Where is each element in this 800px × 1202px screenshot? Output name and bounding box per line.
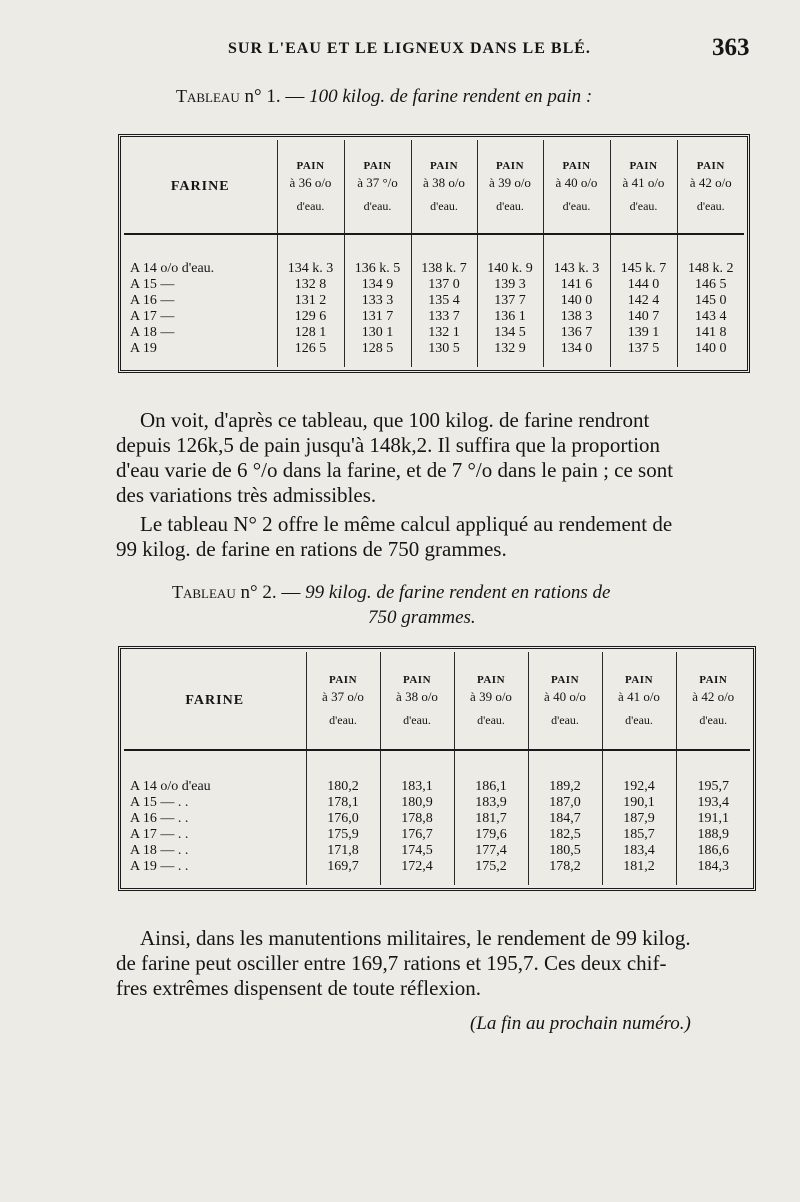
table-cell: 184,3 xyxy=(676,859,750,885)
table-cell: 145 0 xyxy=(677,293,744,309)
table1-caption-text: 100 kilog. de farine rendent en pain : xyxy=(309,86,593,107)
table-cell: 180,9 xyxy=(380,795,454,811)
table-cell: 134 5 xyxy=(477,325,543,341)
table-cell: 129 6 xyxy=(277,309,344,325)
table2-header-eau: d'eau. xyxy=(699,712,728,727)
table-cell: 179,6 xyxy=(454,827,528,843)
row-label: A 19 — . . xyxy=(130,859,189,874)
table1-header-eau: d'eau. xyxy=(430,198,458,213)
table-cell: 175,2 xyxy=(454,859,528,885)
paragraph-1 xyxy=(116,408,756,508)
paragraph-line: On voit, d'après ce tableau, que 100 kilog. de farine rendront xyxy=(140,408,650,432)
table-cell: 128 5 xyxy=(344,341,411,367)
table2-caption-text: 99 kilog. de farine rendent en rations de xyxy=(305,582,611,603)
row-label: A 18 — xyxy=(130,325,175,340)
table-row xyxy=(124,277,744,293)
table2-corner-label: FARINE xyxy=(185,693,245,708)
table1-header-eau: d'eau. xyxy=(363,198,392,213)
table-cell: 130 5 xyxy=(411,341,477,367)
table2-column-header xyxy=(306,652,380,750)
table2-header-pain: PAIN xyxy=(624,673,654,686)
table-cell: 134 k. 3 xyxy=(277,234,344,277)
table-cell: 138 k. 7 xyxy=(411,234,477,277)
paragraph-line: d'eau varie de 6 °/o dans la farine, et de 7 °/o dans le pain ; ce sont xyxy=(116,458,674,482)
table1-header-pain: PAIN xyxy=(696,159,725,172)
table-cell: 178,2 xyxy=(528,859,602,885)
table2-caption-continued xyxy=(368,607,476,629)
table1-column-header xyxy=(277,140,344,234)
table-cell: 172,4 xyxy=(380,859,454,885)
table-cell: 132 1 xyxy=(411,325,477,341)
table-cell: 133 7 xyxy=(411,309,477,325)
table-cell: 181,7 xyxy=(454,811,528,827)
table-cell: 184,7 xyxy=(528,811,602,827)
row-label: A 15 — . . xyxy=(130,795,189,810)
table-cell: 137 0 xyxy=(411,277,477,293)
table-cell: 174,5 xyxy=(380,843,454,859)
table2-header-pain: PAIN xyxy=(402,673,432,686)
table-row xyxy=(124,293,744,309)
running-title: SUR L'EAU ET LE LIGNEUX DANS LE BLÉ. xyxy=(228,40,591,57)
table1-header-pain: PAIN xyxy=(629,159,658,172)
table-cell: 148 k. 2 xyxy=(677,234,744,277)
table-cell: 139 1 xyxy=(610,325,677,341)
table-row xyxy=(124,859,750,885)
table-cell: 176,7 xyxy=(380,827,454,843)
table-cell: 138 3 xyxy=(543,309,610,325)
table2-header-row xyxy=(124,652,750,750)
table1-header-pain: PAIN xyxy=(363,159,392,172)
row-label: A 16 — xyxy=(130,293,175,308)
table2-header-eau: d'eau. xyxy=(477,712,505,727)
table-cell: 176,0 xyxy=(306,811,380,827)
table1-caption-number: n° 1. — xyxy=(244,86,305,107)
table-cell: 140 0 xyxy=(543,293,610,309)
table-cell: 178,8 xyxy=(380,811,454,827)
row-label: A 14 o/o d'eau xyxy=(130,779,211,794)
row-label: A 16 — . . xyxy=(130,811,189,826)
table2-column-header xyxy=(676,652,750,750)
paragraph-line: Le tableau N° 2 offre le même calcul appliqué au rendement de xyxy=(140,512,673,536)
table-row xyxy=(124,811,750,827)
paragraph-line: de farine peut osciller entre 169,7 rations et 195,7. Ces deux chif- xyxy=(116,951,667,975)
table-cell: 132 8 xyxy=(277,277,344,293)
closing-note: (La fin au prochain numéro.) xyxy=(470,1013,691,1034)
table-cell: 180,2 xyxy=(306,750,380,795)
table2-caption-number: n° 2. — xyxy=(240,582,301,603)
table1-header-eau: d'eau. xyxy=(696,198,725,213)
table2-header-pct: à 40 o/o xyxy=(544,688,586,704)
table-cell: 189,2 xyxy=(528,750,602,795)
row-label: A 17 — xyxy=(130,309,175,324)
table2-caption xyxy=(172,582,610,604)
table-cell: 183,9 xyxy=(454,795,528,811)
table1 xyxy=(124,140,744,367)
table-cell: 144 0 xyxy=(610,277,677,293)
paragraph-line: 99 kilog. de farine en rations de 750 grammes. xyxy=(116,537,507,561)
table1-header-pct: à 42 o/o xyxy=(689,174,732,190)
table-cell: 136 k. 5 xyxy=(344,234,411,277)
table2-header-pain: PAIN xyxy=(476,673,506,686)
table-row xyxy=(124,827,750,843)
table-cell: 192,4 xyxy=(602,750,676,795)
table1-header-pct: à 38 o/o xyxy=(423,174,465,190)
table1-header-pain: PAIN xyxy=(562,159,591,172)
table1-header-pct: à 37 °/o xyxy=(357,174,398,190)
row-label: A 19 xyxy=(130,341,157,356)
table-cell: 183,1 xyxy=(380,750,454,795)
table-row xyxy=(124,843,750,859)
table2-header-pct: à 38 o/o xyxy=(396,688,438,704)
paragraph-2 xyxy=(116,512,756,562)
table-cell: 195,7 xyxy=(676,750,750,795)
table-row xyxy=(124,341,744,367)
table1-header-pct: à 40 o/o xyxy=(555,174,598,190)
table2-header-pct: à 37 o/o xyxy=(322,688,364,704)
table1-column-header xyxy=(344,140,411,234)
row-label: A 15 — xyxy=(130,277,175,292)
table2-body xyxy=(124,750,750,885)
table2-caption-text-2: 750 grammes. xyxy=(368,607,476,628)
table1-header-eau: d'eau. xyxy=(296,198,325,213)
table1-header-eau: d'eau. xyxy=(496,198,524,213)
table-cell: 139 3 xyxy=(477,277,543,293)
table-cell: 146 5 xyxy=(677,277,744,293)
table1-caption xyxy=(176,86,592,108)
table2-column-header xyxy=(528,652,602,750)
table-cell: 131 2 xyxy=(277,293,344,309)
table-cell: 191,1 xyxy=(676,811,750,827)
table2-header-pain: PAIN xyxy=(550,673,580,686)
table1-header-pct: à 41 o/o xyxy=(622,174,665,190)
table-cell: 186,6 xyxy=(676,843,750,859)
table-cell: 177,4 xyxy=(454,843,528,859)
table2-column-header xyxy=(380,652,454,750)
table-cell: 145 k. 7 xyxy=(610,234,677,277)
table2 xyxy=(124,652,750,885)
table-cell: 190,1 xyxy=(602,795,676,811)
table1-column-header xyxy=(411,140,477,234)
table2-caption-label: Tableau xyxy=(172,582,236,602)
table-row xyxy=(124,795,750,811)
table2-header-pct: à 42 o/o xyxy=(692,688,735,704)
table1-header-pain: PAIN xyxy=(429,159,459,172)
table1-header-eau: d'eau. xyxy=(562,198,591,213)
table-cell: 136 7 xyxy=(543,325,610,341)
table2-header-eau: d'eau. xyxy=(551,712,579,727)
table1-header-pain: PAIN xyxy=(296,159,325,172)
table-cell: 143 k. 3 xyxy=(543,234,610,277)
table-cell: 126 5 xyxy=(277,341,344,367)
table-row xyxy=(124,325,744,341)
table-cell: 133 3 xyxy=(344,293,411,309)
table2-header-pain: PAIN xyxy=(699,673,728,686)
table-cell: 140 k. 9 xyxy=(477,234,543,277)
table-cell: 134 0 xyxy=(543,341,610,367)
table-cell: 169,7 xyxy=(306,859,380,885)
table-cell: 132 9 xyxy=(477,341,543,367)
row-label: A 18 — . . xyxy=(130,843,189,858)
table-cell: 188,9 xyxy=(676,827,750,843)
table1-header-eau: d'eau. xyxy=(629,198,658,213)
table-cell: 193,4 xyxy=(676,795,750,811)
table1-header-pct: à 39 o/o xyxy=(489,174,531,190)
table1-header-row xyxy=(124,140,744,234)
table-row xyxy=(124,750,750,795)
table2-header-eau: d'eau. xyxy=(329,712,357,727)
row-label: A 14 o/o d'eau. xyxy=(130,261,215,276)
paragraph-line: Ainsi, dans les manutentions militaires, le rendement de 99 kilog. xyxy=(140,926,691,950)
table-cell: 185,7 xyxy=(602,827,676,843)
table-cell: 183,4 xyxy=(602,843,676,859)
table-row xyxy=(124,309,744,325)
table1-header-pain: PAIN xyxy=(495,159,525,172)
table-cell: 134 9 xyxy=(344,277,411,293)
table-cell: 137 5 xyxy=(610,341,677,367)
table-cell: 141 8 xyxy=(677,325,744,341)
table1-body xyxy=(124,234,744,367)
table-cell: 130 1 xyxy=(344,325,411,341)
table2-header-pct: à 41 o/o xyxy=(618,688,660,704)
table-cell: 141 6 xyxy=(543,277,610,293)
table-cell: 171,8 xyxy=(306,843,380,859)
table-cell: 175,9 xyxy=(306,827,380,843)
table-cell: 180,5 xyxy=(528,843,602,859)
table1-caption-label: Tableau xyxy=(176,86,240,106)
table-cell: 182,5 xyxy=(528,827,602,843)
table1-column-header xyxy=(477,140,543,234)
paragraph-line: des variations très admissibles. xyxy=(116,483,377,507)
table2-column-header xyxy=(602,652,676,750)
table-cell: 128 1 xyxy=(277,325,344,341)
table-cell: 135 4 xyxy=(411,293,477,309)
table-cell: 143 4 xyxy=(677,309,744,325)
table2-header-pain: PAIN xyxy=(328,673,358,686)
table2-header-pct: à 39 o/o xyxy=(470,688,512,704)
page-number: 363 xyxy=(712,34,750,61)
table-cell: 140 0 xyxy=(677,341,744,367)
table2-header-eau: d'eau. xyxy=(625,712,653,727)
table1-column-header xyxy=(610,140,677,234)
table1-corner-label: FARINE xyxy=(170,179,230,194)
table-cell: 140 7 xyxy=(610,309,677,325)
table-cell: 181,2 xyxy=(602,859,676,885)
paragraph-3 xyxy=(116,926,756,1001)
paragraph-line: depuis 126k,5 de pain jusqu'à 148k,2. Il suffira que la proportion xyxy=(116,433,661,457)
table-cell: 136 1 xyxy=(477,309,543,325)
table1-column-header xyxy=(543,140,610,234)
table2-column-header xyxy=(454,652,528,750)
table1-header-pct: à 36 o/o xyxy=(289,174,332,190)
paragraph-line: fres extrêmes dispensent de toute réflexion. xyxy=(116,976,482,1000)
table-row xyxy=(124,234,744,277)
table-cell: 137 7 xyxy=(477,293,543,309)
table-cell: 187,0 xyxy=(528,795,602,811)
table-cell: 142 4 xyxy=(610,293,677,309)
row-label: A 17 — . . xyxy=(130,827,189,842)
table-cell: 178,1 xyxy=(306,795,380,811)
table-cell: 187,9 xyxy=(602,811,676,827)
table-cell: 186,1 xyxy=(454,750,528,795)
table-cell: 131 7 xyxy=(344,309,411,325)
table2-header-eau: d'eau. xyxy=(403,712,431,727)
table1-column-header xyxy=(677,140,744,234)
